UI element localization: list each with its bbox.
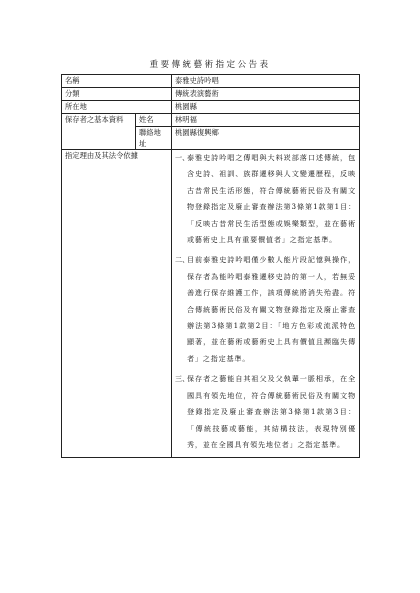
name-label: 名稱 (62, 75, 172, 88)
page-title: 重要傳統藝術指定公告表 (149, 60, 271, 70)
reasons-content (172, 150, 360, 458)
keeper-name-label: 姓名 (136, 114, 172, 127)
location-label: 所在地 (62, 101, 172, 114)
reasons-row (62, 150, 360, 458)
keeper-address-value: 桃園縣復興鄉 (172, 127, 360, 150)
reason-item-1 (175, 150, 356, 248)
name-value: 泰雅史詩吟唱 (172, 75, 360, 88)
keeper-label: 保存者之基本資料 (62, 114, 136, 150)
reason-number: 二、 (175, 255, 190, 265)
keeper-name-row (62, 114, 360, 127)
reason-text: 保存者之藝能自其祖父及父執輩一脈相承，在全國具有領先地位，符合傳統藝術民俗及有關文物登錄指定及廢止審查辦法第3條第1款第3目：「傳統技藝或藝能，其結構技法，表現特別優秀，並在全國具有領先地位者」之指定基準。 (187, 374, 356, 449)
reason-text: 泰雅史詩吟唱之傳唱與大料崁部落口述傳統，包含史詩、祖訓、族群遷移與人文變遷歷程，反映古昔常民生活形態，符合傳統藝術民俗及有關文物登錄指定及廢止審查辦法第3條第1款第1目：「反映古昔常民生活型態或娛樂類型，並在藝術或藝術史上具有重要價值者」之指定基準。 (187, 153, 356, 245)
reason-number: 一、 (175, 153, 190, 162)
reason-item-2 (175, 252, 356, 367)
reason-text: 目前泰雅史詩吟唱僅少數人能片段記憶與操作，保存者為能吟唱泰雅遷移史詩的第一人，若無妥善進行保存維護工作，該項傳統將消失殆盡。符合傳統藝術民俗及有關文物登錄指定及廢止審查辦法第3條第1款第2目：「地方色彩或流派特色顯著，並在藝術或藝術史上具有價值且瀕臨失傳者」之指定基準。 (187, 255, 356, 363)
keeper-address-label: 聯絡地址 (136, 127, 172, 150)
reason-item-3 (175, 371, 356, 453)
reason-number: 三、 (175, 374, 190, 384)
category-value: 傳統表演藝術 (172, 88, 360, 101)
category-label: 分類 (62, 88, 172, 101)
name-row (62, 75, 360, 88)
location-value: 桃園縣 (172, 101, 360, 114)
reasons-label: 指定理由及其法令依據 (62, 150, 172, 458)
announcement-table (61, 74, 360, 458)
keeper-name-value: 林明福 (172, 114, 360, 127)
location-row (62, 101, 360, 114)
category-row (62, 88, 360, 101)
